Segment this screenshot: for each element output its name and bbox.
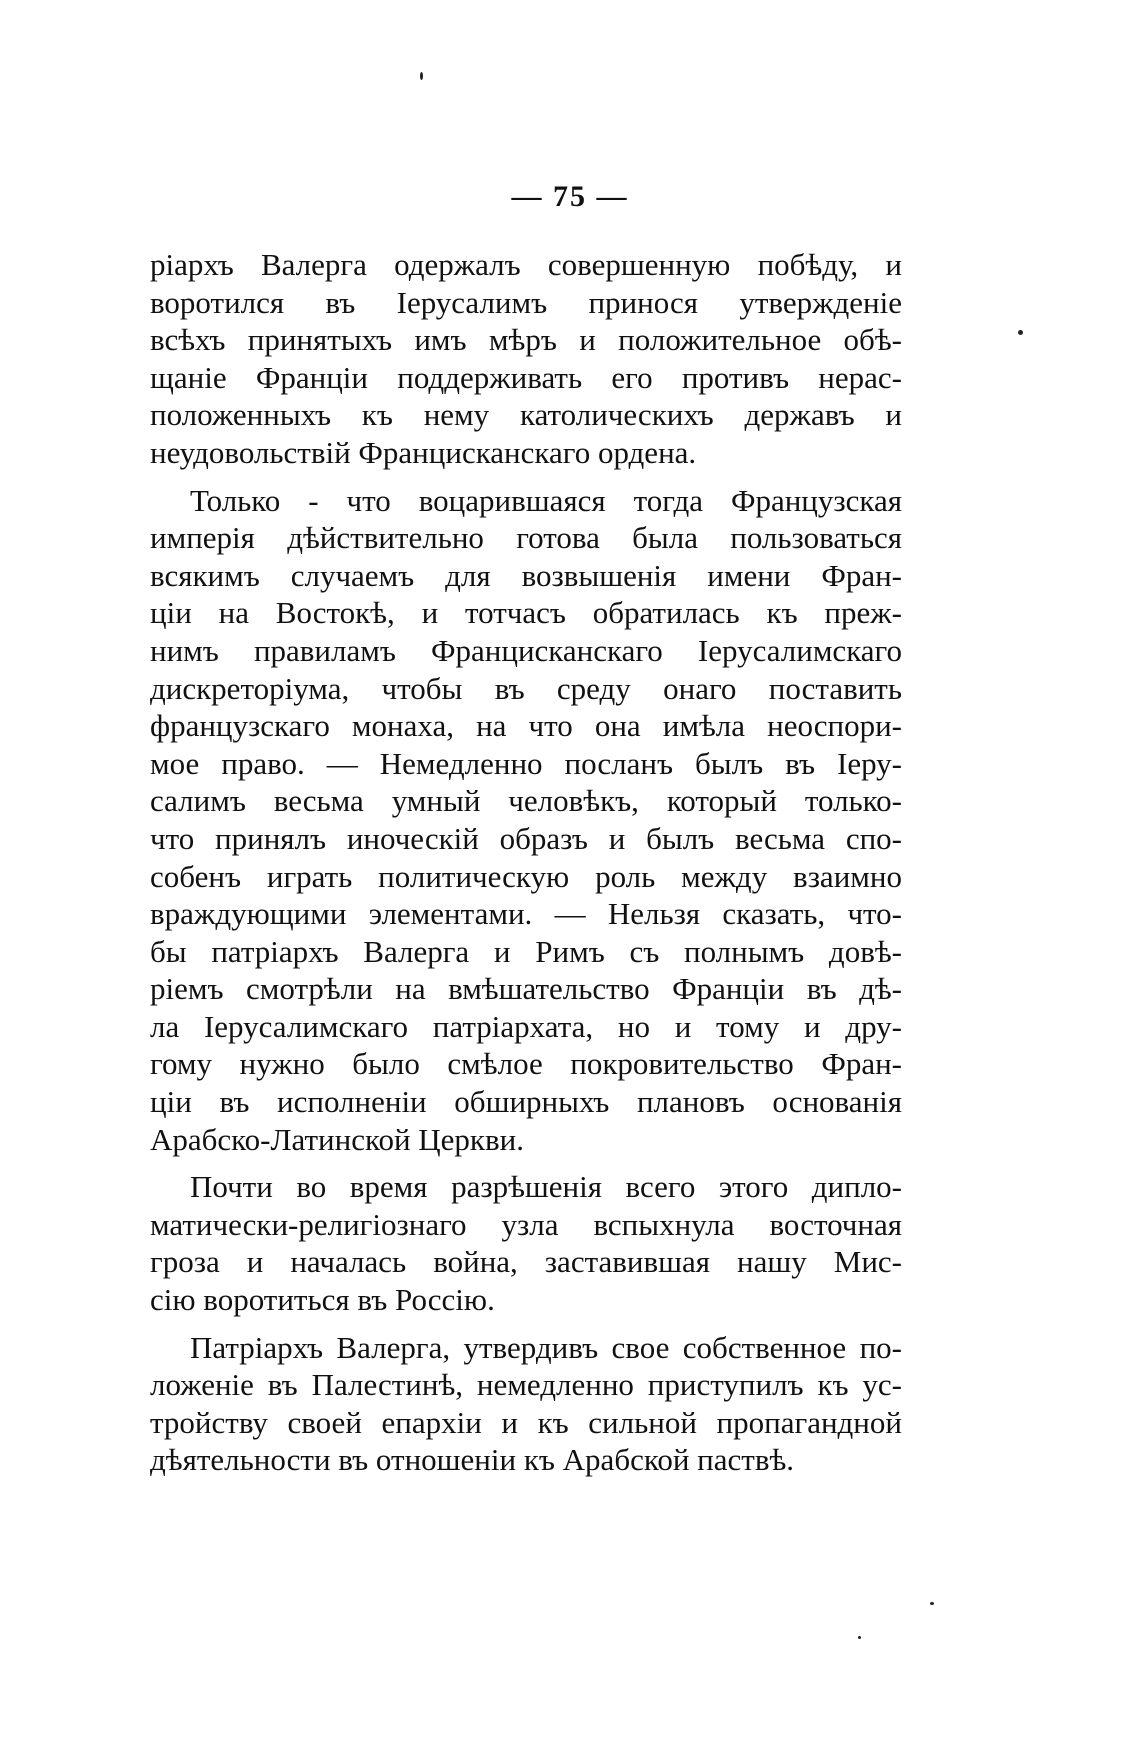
paragraph [150,1329,902,1479]
text-line: матически-религіознаго узла вспыхнула восточная [150,1206,902,1242]
text-line: враждующими элементами. — Нельзя сказать, что- [150,896,902,932]
text-line: Почти во время разрѣшенія всего этого дипло- [190,1169,902,1205]
print-speck [858,1636,861,1639]
text-line: Только - что воцарившаяся тогда Французская [190,482,902,518]
text-line: что принялъ иноческій образъ и былъ весьма спо- [150,820,902,856]
text-line: салимъ весьма умный человѣкъ, который только- [150,783,902,819]
text-line: Арабско-Латинской Церкви. [150,1121,524,1157]
print-speck [420,72,423,80]
text-line: нимъ правиламъ Францисканскаго Іерусалимскаго [150,632,902,668]
text-line: положенныхъ къ нему католическихъ державъ и [150,397,902,433]
paragraph-gap [150,472,902,482]
text-line: ціи въ исполненіи обширныхъ плановъ основанія [150,1084,902,1120]
paragraph-gap [150,1319,902,1329]
text-line: всякимъ случаемъ для возвышенія имени Фран- [150,557,902,593]
text-line: ла Іерусалимскаго патріархата, но и тому и дру- [150,1008,902,1044]
text-line: собенъ играть политическую роль между взаимно [150,858,902,894]
text-line: гроза и началась война, заставившая нашу Мис- [150,1244,902,1280]
text-line: сію воротиться въ Россію. [150,1282,495,1318]
text-line: дѣятельности въ отношеніи къ Арабской паствѣ. [150,1442,795,1478]
paragraph-gap [150,1158,902,1168]
text-line: щаніе Франціи поддерживать его противъ нерас- [150,359,902,395]
text-line: всѣхъ принятыхъ имъ мѣръ и положительное обѣ- [150,322,902,358]
text-line: ложеніе въ Палестинѣ, немедленно приступилъ къ ус- [150,1367,902,1403]
text-line: воротился въ Іерусалимъ принося утвержденіе [150,284,902,320]
page-text [150,246,902,1479]
text-line: ціи на Востокѣ, и тотчасъ обратилась къ преж- [150,595,902,631]
text-line: бы патріархъ Валерга и Римъ съ полнымъ довѣ- [150,933,902,969]
text-line: французскаго монаха, на что она имѣла неоспори- [150,708,902,744]
text-line: Патріархъ Валерга, утвердивъ свое собственное по- [190,1329,902,1365]
paragraph [150,1168,902,1318]
text-line: гому нужно было смѣлое покровительство Фран- [150,1046,902,1082]
text-line: дискреторіума, чтобы въ среду онаго поставить [150,670,902,706]
paragraph [150,482,902,1159]
print-speck [930,1602,934,1605]
page-number: — 75 — [511,180,629,213]
text-line: тройству своей епархіи и къ сильной пропагандной [150,1404,902,1440]
text-line: ріархъ Валерга одержалъ совершенную побѣду, и [150,247,902,282]
text-line: имперія дѣйствительно готова была пользоваться [150,520,902,556]
text-line: неудовольствій Францисканскаго ордена. [150,434,697,470]
paragraph [150,246,902,472]
print-speck [1018,330,1023,335]
text-line: мое право. — Немедленно посланъ былъ въ Іеру- [150,745,902,781]
text-line: ріемъ смотрѣли на вмѣшательство Франціи въ дѣ- [150,971,902,1007]
